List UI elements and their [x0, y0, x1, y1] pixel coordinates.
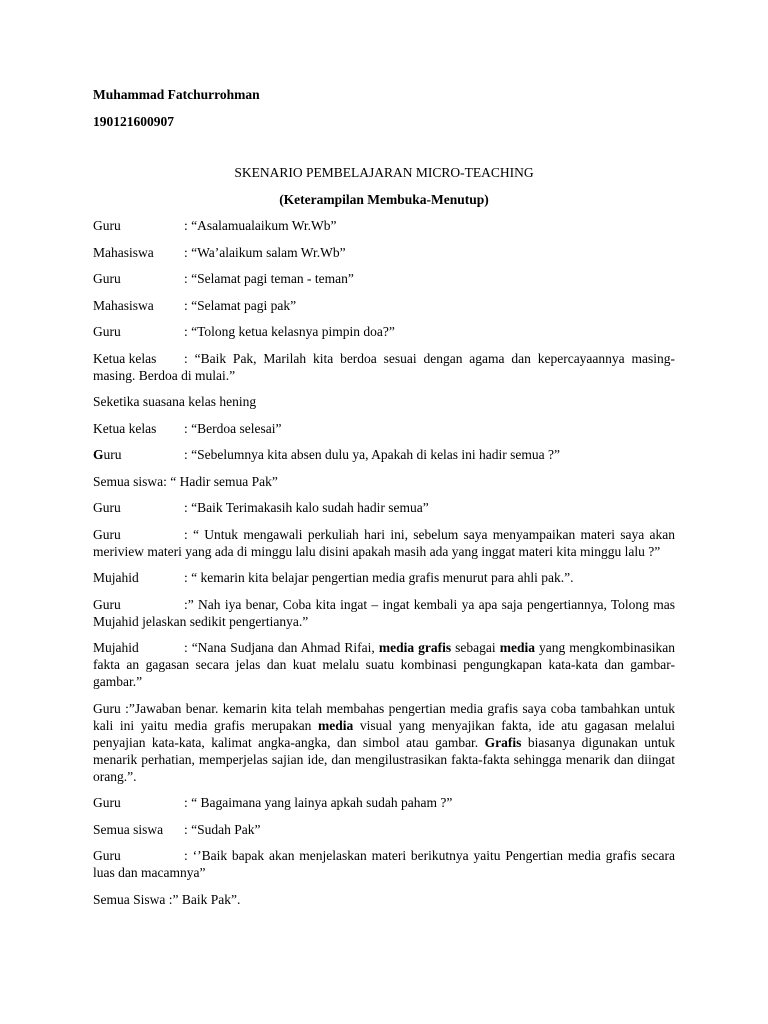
bold-term: media [317, 717, 354, 733]
utterance: : “Tolong ketua kelasnya pimpin doa?” [184, 324, 395, 339]
dialogue-line: Semua Siswa :” Baik Pak”. [93, 891, 241, 907]
utterance: : “Selamat pagi teman - teman” [184, 271, 354, 286]
utterance: : “Selamat pagi pak” [184, 297, 297, 313]
dialogue-line [93, 270, 675, 287]
speaker: Semua siswa [93, 821, 164, 837]
utterance: : ‘’Baik bapak akan menjelaskan materi berikutnya yaitu Pengertian media grafis secara luas dan macamnya” [93, 848, 675, 880]
utterance: : “ Untuk mengawali perkuliah hari ini, sebelum saya menyampaikan materi saya akan meriview materi yang ada di minggu lalu disini apakah masih ada yang inggat materi kita minggu lalu ?” [93, 526, 675, 559]
utterance-part: yang mengkombinasikan fakta an gagasan secara jelas dan kuat melalu suatu kombinasi pengungkapan kata-kata dan gambar-gambar.” [93, 640, 676, 689]
dialogue-line [93, 350, 675, 384]
dialogue-line [93, 446, 675, 463]
speaker: Ketua kelas [93, 350, 157, 366]
speaker: Mujahid [93, 640, 139, 655]
narration-line: Seketika suasana kelas hening [93, 394, 257, 409]
dialogue-line [93, 821, 675, 838]
utterance: : “Baik Pak, Marilah kita berdoa sesuai dengan agama dan kepercayaannya masing-masing. Berdoa di mulai.” [93, 350, 675, 383]
speaker: Guru [93, 324, 121, 339]
speaker: Guru [93, 596, 121, 612]
dialogue-line [93, 499, 675, 516]
utterance: : “Asalamualaikum Wr.Wb” [184, 218, 337, 233]
utterance-part: visual yang menyajikan fakta, ide atu gagasan melalui penyajian kata-kata, kalimat angka-angka, dan simbol atau gambar. [93, 717, 676, 750]
dialogue-line [93, 596, 675, 630]
speaker: Mahasiswa [93, 244, 154, 260]
dialogue-line [93, 244, 675, 261]
speaker [93, 446, 184, 463]
utterance: : “ Bagaimana yang lainya apkah sudah paham ?” [184, 795, 453, 810]
utterance-part: sebagai [455, 640, 496, 655]
document-page [93, 86, 675, 917]
utterance: :” Nah iya benar, Coba kita ingat – ingat kembali ya apa saja pengertiannya, Tolong mas Mujahid jelaskan sedikit pengertianya.” [93, 596, 675, 629]
bold-term: Grafis [484, 734, 522, 750]
speaker: Mahasiswa [93, 297, 154, 313]
dialogue-line [93, 323, 675, 340]
document-title: SKENARIO PEMBELAJARAN MICRO-TEACHING [234, 165, 534, 180]
dialogue-line [93, 217, 675, 234]
speaker: Guru [93, 218, 121, 233]
utterance: : “Berdoa selesai” [184, 420, 282, 436]
utterance-part: Guru :”Jawaban benar. kemarin kita telah membahas pengertian media grafis saya coba tambahkan untuk kali ini yaitu media grafis merupakan [93, 700, 675, 733]
speaker: Guru [93, 271, 121, 286]
dialogue-line [93, 526, 675, 560]
document-subtitle: (Keterampilan Membuka-Menutup) [279, 192, 489, 207]
dialogue-line [93, 639, 675, 690]
student-number: 190121600907 [93, 114, 174, 129]
dialogue-line [93, 794, 675, 811]
utterance-part: : “Nana Sudjana dan Ahmad Rifai, [184, 640, 375, 655]
speaker-initial: G [93, 447, 104, 462]
dialogue-line [93, 847, 675, 881]
speaker: Mujahid [93, 570, 139, 585]
utterance: : “Baik Terimakasih kalo sudah hadir semua” [184, 500, 429, 515]
bold-term: media grafis [378, 640, 452, 655]
speaker: Guru [93, 795, 121, 810]
dialogue-line [93, 569, 675, 586]
speaker: Guru [93, 848, 121, 863]
bold-term: media [499, 640, 535, 655]
utterance-part: biasanya digunakan untuk menarik perhatian, memperjelas sajian ide, dan mengilustrasikan fakta-fakta sehingga menarik dan diingat orang.”. [93, 734, 676, 784]
dialogue-line [93, 297, 675, 314]
dialogue-line: Semua siswa: “ Hadir semua Pak” [93, 473, 278, 489]
utterance: : “Wa’alaikum salam Wr.Wb” [184, 244, 346, 260]
speaker: Ketua kelas [93, 420, 157, 436]
speaker: Guru [93, 500, 121, 515]
speaker-rest: uru [103, 447, 122, 462]
dialogue-line [93, 700, 675, 785]
utterance: : “ kemarin kita belajar pengertian media grafis menurut para ahli pak.”. [184, 570, 574, 585]
speaker: Guru [93, 526, 121, 542]
author-name: Muhammad Fatchurrohman [93, 87, 260, 102]
utterance: : “Sudah Pak” [184, 821, 261, 837]
dialogue-line [93, 420, 675, 437]
utterance: : “Sebelumnya kita absen dulu ya, Apakah di kelas ini hadir semua ?” [184, 447, 561, 462]
